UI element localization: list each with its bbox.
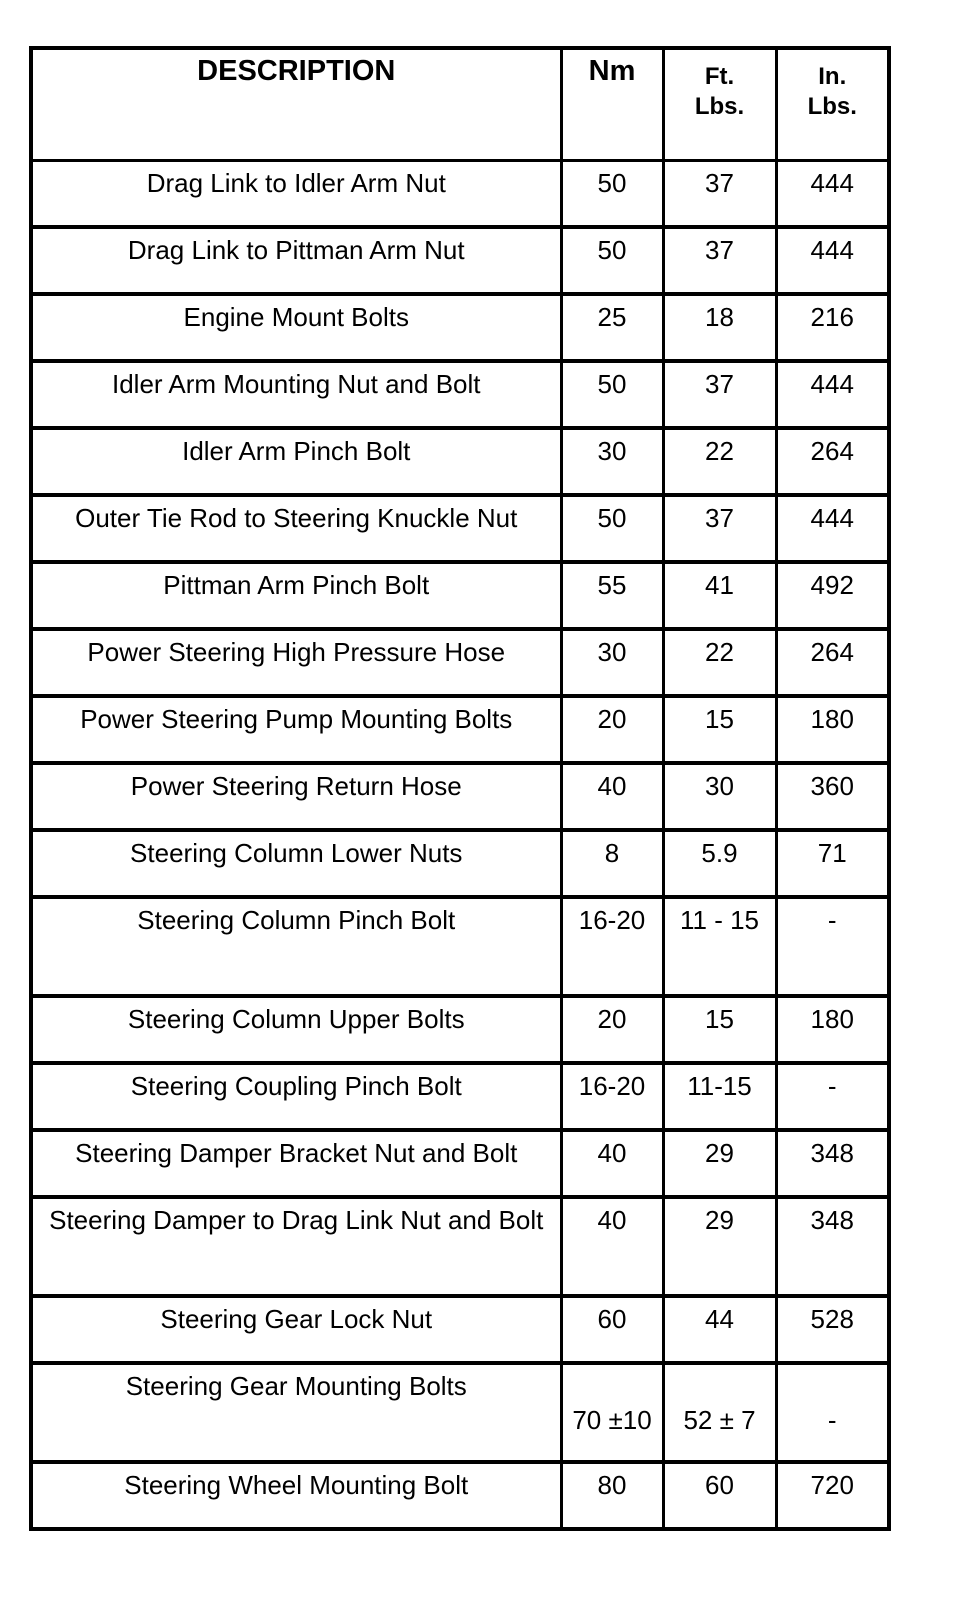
table-header-row xyxy=(31,48,889,160)
cell-ft-lbs: 60 xyxy=(663,1462,776,1529)
torque-specification-table xyxy=(29,46,891,1531)
cell-ft-lbs: 11 - 15 xyxy=(663,897,776,996)
table-row xyxy=(31,629,889,696)
cell-in-lbs: 264 xyxy=(776,428,889,495)
table-row xyxy=(31,830,889,897)
cell-in-lbs: 720 xyxy=(776,1462,889,1529)
cell-in-lbs: - xyxy=(776,1063,889,1130)
cell-description: Drag Link to Idler Arm Nut xyxy=(31,160,561,227)
cell-nm: 16-20 xyxy=(561,1063,663,1130)
header-in-lbs-line1: In. xyxy=(818,63,847,90)
cell-description: Power Steering High Pressure Hose xyxy=(31,629,561,696)
cell-nm: 40 xyxy=(561,763,663,830)
table-row xyxy=(31,1130,889,1197)
cell-nm: 40 xyxy=(561,1197,663,1296)
cell-in-lbs: 444 xyxy=(776,160,889,227)
table-row xyxy=(31,227,889,294)
cell-description: Steering Gear Lock Nut xyxy=(31,1296,561,1363)
cell-in-lbs: 360 xyxy=(776,763,889,830)
cell-ft-lbs: 5.9 xyxy=(663,830,776,897)
cell-ft-lbs: 15 xyxy=(663,996,776,1063)
cell-description: Drag Link to Pittman Arm Nut xyxy=(31,227,561,294)
cell-nm: 50 xyxy=(561,160,663,227)
table-row xyxy=(31,1063,889,1130)
header-ft-lbs-line1: Ft. xyxy=(704,63,735,90)
cell-nm: 30 xyxy=(561,629,663,696)
cell-description: Steering Wheel Mounting Bolt xyxy=(31,1462,561,1529)
header-description: DESCRIPTION xyxy=(31,48,561,160)
cell-nm: 16-20 xyxy=(561,897,663,996)
cell-description: Idler Arm Pinch Bolt xyxy=(31,428,561,495)
cell-description: Steering Coupling Pinch Bolt xyxy=(31,1063,561,1130)
cell-description: Steering Column Upper Bolts xyxy=(31,996,561,1063)
cell-description: Steering Column Pinch Bolt xyxy=(31,897,561,996)
cell-ft-lbs: 37 xyxy=(663,227,776,294)
cell-nm: 30 xyxy=(561,428,663,495)
cell-in-lbs: 492 xyxy=(776,562,889,629)
cell-nm: 50 xyxy=(561,361,663,428)
cell-in-lbs: 180 xyxy=(776,696,889,763)
cell-in-lbs: 348 xyxy=(776,1130,889,1197)
table-row xyxy=(31,897,889,996)
header-in-lbs-line2: Lbs. xyxy=(807,93,857,120)
cell-nm: 50 xyxy=(561,227,663,294)
cell-ft-lbs: 44 xyxy=(663,1296,776,1363)
cell-in-lbs: 528 xyxy=(776,1296,889,1363)
table-row xyxy=(31,763,889,830)
cell-ft-lbs: 29 xyxy=(663,1130,776,1197)
table-row xyxy=(31,696,889,763)
table-row xyxy=(31,495,889,562)
cell-in-lbs: 444 xyxy=(776,227,889,294)
cell-in-lbs: 444 xyxy=(776,495,889,562)
table-row xyxy=(31,1197,889,1296)
cell-ft-lbs: 15 xyxy=(663,696,776,763)
header-nm: Nm xyxy=(561,48,663,160)
cell-in-lbs: 216 xyxy=(776,294,889,361)
table-row xyxy=(31,428,889,495)
cell-ft-lbs: 18 xyxy=(663,294,776,361)
cell-in-lbs: 348 xyxy=(776,1197,889,1296)
cell-nm: 80 xyxy=(561,1462,663,1529)
table-row xyxy=(31,996,889,1063)
cell-ft-lbs: 52 ± 7 xyxy=(663,1363,776,1462)
table-row xyxy=(31,361,889,428)
cell-ft-lbs: 37 xyxy=(663,495,776,562)
header-ft-lbs xyxy=(663,48,776,160)
cell-description: Power Steering Pump Mounting Bolts xyxy=(31,696,561,763)
cell-in-lbs: 444 xyxy=(776,361,889,428)
cell-nm: 20 xyxy=(561,696,663,763)
table-row xyxy=(31,1462,889,1529)
header-in-lbs xyxy=(776,48,889,160)
cell-nm: 60 xyxy=(561,1296,663,1363)
cell-ft-lbs: 22 xyxy=(663,428,776,495)
cell-ft-lbs: 30 xyxy=(663,763,776,830)
cell-nm: 8 xyxy=(561,830,663,897)
cell-description: Steering Damper to Drag Link Nut and Bolt xyxy=(31,1197,561,1296)
cell-in-lbs: - xyxy=(776,1363,889,1462)
cell-ft-lbs: 37 xyxy=(663,160,776,227)
cell-ft-lbs: 37 xyxy=(663,361,776,428)
table-row xyxy=(31,160,889,227)
cell-in-lbs: - xyxy=(776,897,889,996)
cell-description: Steering Gear Mounting Bolts xyxy=(31,1363,561,1462)
table-row xyxy=(31,294,889,361)
cell-in-lbs: 71 xyxy=(776,830,889,897)
cell-ft-lbs: 22 xyxy=(663,629,776,696)
cell-ft-lbs: 11-15 xyxy=(663,1063,776,1130)
cell-in-lbs: 180 xyxy=(776,996,889,1063)
cell-nm: 55 xyxy=(561,562,663,629)
table-row xyxy=(31,1363,889,1462)
header-ft-lbs-line2: Lbs. xyxy=(694,93,745,120)
cell-nm: 50 xyxy=(561,495,663,562)
cell-description: Engine Mount Bolts xyxy=(31,294,561,361)
table-row xyxy=(31,562,889,629)
cell-in-lbs: 264 xyxy=(776,629,889,696)
table-row xyxy=(31,1296,889,1363)
cell-nm: 25 xyxy=(561,294,663,361)
cell-ft-lbs: 41 xyxy=(663,562,776,629)
cell-description: Power Steering Return Hose xyxy=(31,763,561,830)
cell-description: Idler Arm Mounting Nut and Bolt xyxy=(31,361,561,428)
cell-description: Pittman Arm Pinch Bolt xyxy=(31,562,561,629)
cell-nm: 20 xyxy=(561,996,663,1063)
cell-description: Steering Column Lower Nuts xyxy=(31,830,561,897)
cell-description: Outer Tie Rod to Steering Knuckle Nut xyxy=(31,495,561,562)
cell-nm: 70 ±10 xyxy=(561,1363,663,1462)
cell-ft-lbs: 29 xyxy=(663,1197,776,1296)
cell-description: Steering Damper Bracket Nut and Bolt xyxy=(31,1130,561,1197)
cell-nm: 40 xyxy=(561,1130,663,1197)
